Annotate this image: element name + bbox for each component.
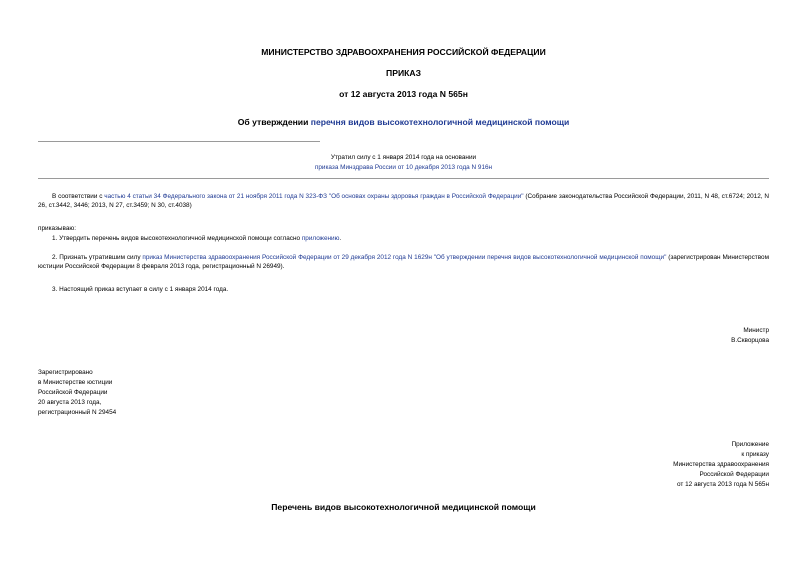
item-1 [52, 234, 341, 243]
status-link-line [0, 163, 807, 172]
registration-line-4: 20 августа 2013 года, [38, 399, 102, 406]
item-2-prefix: 2. Признать утратившим силу [52, 254, 143, 261]
item-2-suffix: (зарегистрирован Министерством юстиции Российской Федерации 8 февраля 2013 года, регистрационный N 26949). [38, 254, 769, 271]
preamble-prefix: В соответствии с [52, 193, 105, 200]
title-prefix: Об утверждении [237, 117, 311, 127]
law-link[interactable]: частью 4 статьи 34 Федерального закона от 21 ноября 2011 года N 323-ФЗ "Об основах охраны здоровья граждан в Российской Федерации" [104, 193, 524, 200]
item-1-suffix: . [339, 235, 342, 242]
appendix-line-1: Приложение [731, 441, 769, 448]
appendix-link[interactable]: приложению [301, 235, 340, 242]
item-1-prefix: 1. Утвердить перечень видов высокотехнологичной медицинской помощи согласно [52, 235, 302, 242]
status-link[interactable]: приказа Минздрава России от 10 декабря 2013 года N 916н [314, 164, 493, 171]
status-line: Утратил силу с 1 января 2014 года на основании [330, 154, 477, 161]
item-2 [38, 253, 769, 272]
appendix-line-4: Российской Федерации [699, 471, 769, 478]
preamble-suffix: (Собрание законодательства Российской Федерации, 2011, N 48, ст.6724; 2012, N 26, ст.3442, 3446; 2013, N 27, ст.3459; N 30, ст.4038) [38, 193, 769, 210]
registration-line-1: Зарегистрировано [38, 369, 93, 376]
appendix-title: Перечень видов высокотехнологичной медицинской помощи [271, 502, 536, 512]
preamble-paragraph [38, 192, 769, 211]
ministry-heading: МИНИСТЕРСТВО ЗДРАВООХРАНЕНИЯ РОССИЙСКОЙ ФЕДЕРАЦИИ [261, 47, 546, 57]
registration-line-3: Российской Федерации [38, 389, 108, 396]
appendix-line-2: к приказу [741, 451, 769, 458]
appendix-line-5: от 12 августа 2013 года N 565н [676, 481, 769, 488]
repealed-order-link[interactable]: приказ Министерства здравоохранения Российской Федерации от 29 декабря 2012 года N 1629н "Об утверждении перечня видов высокотехнологичной медицинской помощи" [142, 254, 667, 261]
registration-line-2: в Министерстве юстиции [38, 379, 113, 386]
title-link[interactable]: перечня видов высокотехнологичной медицинской помощи [310, 117, 570, 127]
order-word: приказываю: [38, 225, 76, 232]
divider-short [38, 141, 320, 142]
item-3: 3. Настоящий приказ вступает в силу с 1 января 2014 года. [52, 286, 229, 293]
registration-line-5: регистрационный N 29454 [38, 409, 117, 416]
signature-name: В.Скворцова [731, 337, 769, 344]
date-number-heading: от 12 августа 2013 года N 565н [339, 89, 468, 99]
document-title [0, 117, 807, 127]
doc-type-heading: ПРИКАЗ [386, 68, 421, 78]
divider-long [38, 178, 769, 179]
appendix-line-3: Министерства здравоохранения [673, 461, 769, 468]
signature-position: Министр [743, 327, 769, 334]
